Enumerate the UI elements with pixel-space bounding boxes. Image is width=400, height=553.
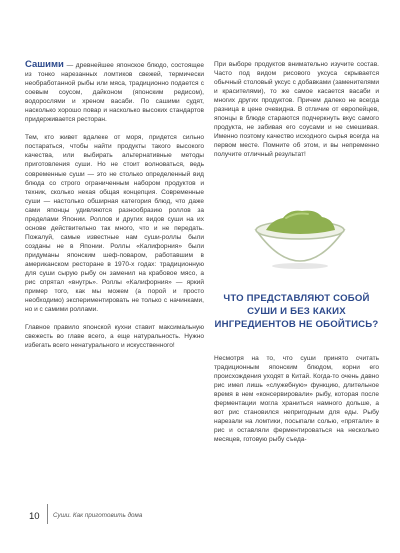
wasabi-bowl-illustration: [250, 200, 350, 270]
paragraph-ingredients: При выборе продуктов внимательно изучите состав. Часто под видом рисового уксуса скрывается обычный столовый уксус с добавками (заменителями и красителями), то же самое касается васаби и многих других продуктов. Причем далеко не всегда разница в цене очевидна. В отличие от европейцев, японцы в блюде стараются подчеркнуть вкус самого продукта, не забивая его соусами и не смешивая. Именно поэтому качество исходного сырья всегда на первом месте. Помните об этом, и вы непременно получите отличный результат!: [214, 61, 379, 159]
paragraph-main-rule: Главное правило японской кухни ставит максимальную свежесть во главе всего, а еще натуральность. Нужно избегать всего ненатурального и искусственного!: [25, 324, 204, 350]
paragraph-sashimi: [25, 60, 204, 124]
lead-term-sashimi: Сашими: [25, 59, 64, 70]
paragraph-origin: Несмотря на то, что суши принято считать традиционным японским блюдом, корни его происхождения уходят в Китай. Когда-то очень давно рис имел лишь «служебную» функцию, длительное время в нем «консервировали» рыбу, которая после ферментации могла храниться намного дольше, а вот рис становился непригодным для еды. Рыбу нарезали на ломтики, посыпали солью, «прятали» в рис и оставляли ферментироваться на несколько месяцев, готовую рыбу съеда-: [214, 355, 379, 444]
section-heading: ЧТО ПРЕДСТАВЛЯЮТ СОБОЙ СУШИ И БЕЗ КАКИХ ИНГРЕДИЕНТОВ НЕ ОБОЙТИСЬ?: [214, 293, 379, 331]
paragraph-modern-sushi: Тем, кто живет вдалеке от моря, придется сильно постараться, чтобы найти продукты такого высокого качества, или выбирать альтернативные методы приготовления суши. Но не стоит волноваться, ведь современные суши — это не столько определенный вид блюда со строго ограниченным набором продуктов и техник, сколько некая общая концепция. Современные суши — настолько обширная категория блюд, что даже сами японцы удивляются разнообразию роллов за пределами Японии. Роллов и других видов суши на их основе действительно так много, что и не передать. Пожалуй, самые известные нам суши-роллы были созданы не в Японии. Роллы «Калифорния» были придуманы японским шеф-поваром, работавшим в американском ресторане в 1970-х годах: традиционную для суши сырую рыбу он заменил на крабовое мясо, а рис спрятал «внутрь». Роллы «Калифорния» — яркий пример того, как мы можем (а порой и просто необходимо) экспериментировать не только с начинками, но и с самими роллами.: [25, 134, 204, 314]
page-number: 10: [29, 511, 40, 522]
right-column-bottom: [214, 354, 379, 453]
footer-divider: [47, 504, 48, 524]
paragraph-sashimi-text: — древнейшее японское блюдо, состоящее из тонко нарезанных ломтиков свежей, термически необработанной рыбы или мяса, традиционно подается с соевым соусом, дайконом (японским редисом), водорослями и хреном васаби. По сашими судят, насколько хорошо повар и насколько высоких стандартов придерживается ресторан.: [25, 62, 204, 124]
bowl-shadow: [272, 263, 328, 269]
running-title: Суши. Как приготовить дома: [53, 512, 143, 519]
right-column-top: [214, 60, 379, 169]
left-column: [25, 60, 204, 359]
page-footer: [0, 503, 400, 553]
